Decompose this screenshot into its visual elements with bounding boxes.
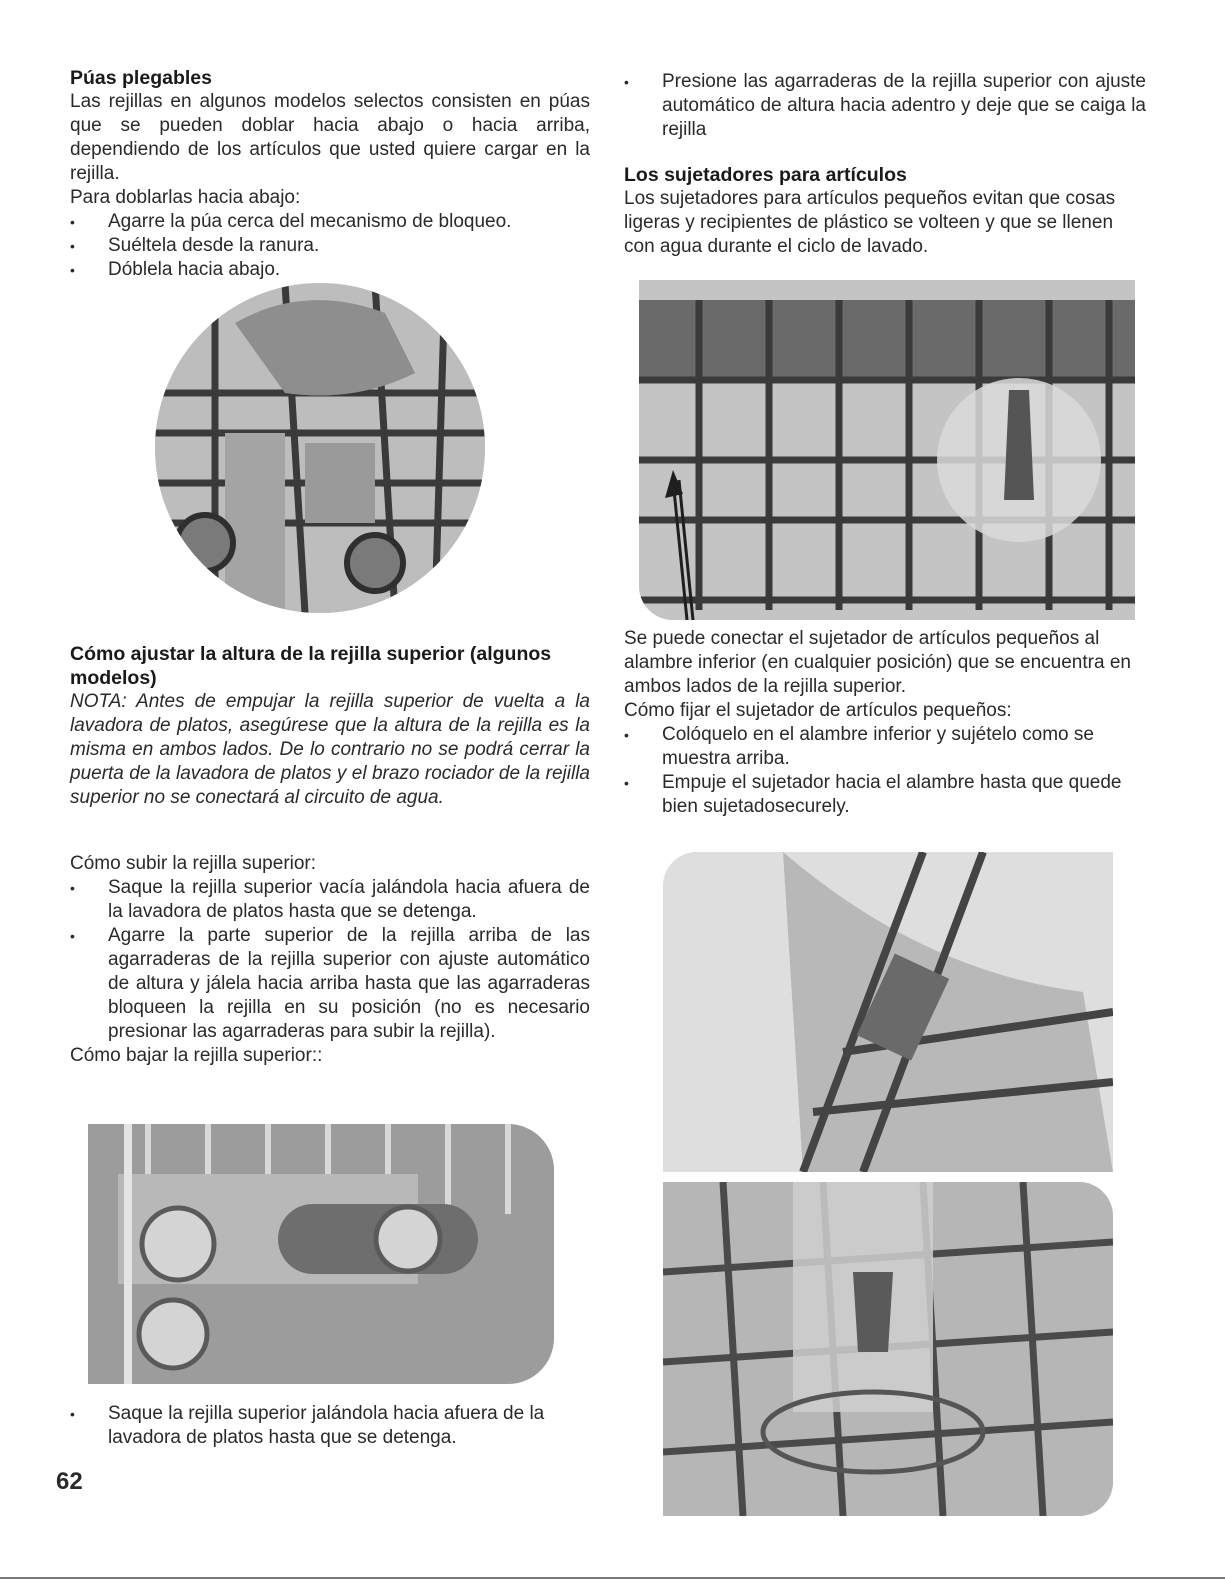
subir-section — [70, 852, 590, 1068]
upper-rack-clip-photo — [639, 280, 1135, 620]
puas-section — [70, 66, 590, 282]
bajar-lead: Cómo bajar la rejilla superior:: — [70, 1045, 323, 1066]
page-number: 62 — [56, 1468, 83, 1495]
list-item: • Agarre la púa cerca del mecanismo de bloqueo. — [70, 210, 590, 234]
ajustar-heading: Cómo ajustar la altura de la rejilla superior (algunos modelos) — [70, 643, 552, 689]
fold-tine-photo — [155, 283, 485, 613]
list-item: • Saque la rejilla superior vacía jalándola hacia afuera de la lavadora de platos hasta que se detenga. — [70, 876, 590, 924]
nota-text: NOTA: Antes de empujar la rejilla superior de vuelta a la lavadora de platos, asegúrese que la altura de la rejilla es la misma en ambos lados. De lo contrario no se podrá cerrar la puerta de la lavadora de platos y el brazo rociador de la rejilla superior no se conectará al circuito de agua. — [70, 691, 590, 808]
subir-lead: Cómo subir la rejilla superior: — [70, 853, 317, 874]
conectar-text: Se puede conectar el sujetador de artículos pequeños al alambre inferior (en cualquier posición) que se encuentra en ambos lados de la rejilla superior. — [624, 628, 1131, 697]
bajar-steps-cont — [624, 70, 1146, 142]
sujetadores-intro: Los sujetadores para artículos pequeños evitan que cosas ligeras y recipientes de plástico se volteen y que se llenen con agua durante el ciclo de lavado. — [624, 188, 1116, 257]
subir-steps — [70, 876, 590, 1044]
sujetadores-section — [624, 163, 1146, 259]
conectar-section — [624, 627, 1146, 819]
bajar-steps-block — [70, 1402, 590, 1450]
sujetadores-heading: Los sujetadores para artículos — [624, 164, 907, 186]
list-item: • Colóquelo en el alambre inferior y sujételo como se muestra arriba. — [624, 723, 1146, 771]
puas-steps — [70, 210, 590, 282]
fijar-steps — [624, 723, 1146, 819]
list-item: • Empuje el sujetador hacia el alambre hasta que quede bien sujetadosecurely. — [624, 771, 1146, 819]
bottom-rule — [0, 1577, 1225, 1579]
puas-heading: Púas plegables — [70, 67, 212, 89]
puas-lead: Para doblarlas hacia abajo: — [70, 187, 301, 208]
lower-rack-photo — [88, 1124, 554, 1384]
list-item: • Dóblela hacia abajo. — [70, 258, 590, 282]
ajustar-section — [70, 642, 590, 810]
list-item: • Suéltela desde la ranura. — [70, 234, 590, 258]
bajar-cont-block — [624, 70, 1146, 142]
attach-clip-photo — [663, 852, 1113, 1172]
clip-in-use-photo — [663, 1182, 1113, 1516]
fijar-lead: Cómo fijar el sujetador de artículos pequeños: — [624, 700, 1012, 721]
list-item: • Presione las agarraderas de la rejilla superior con ajuste automático de altura hacia adentro y deje que se caiga la rejilla — [624, 70, 1146, 142]
bajar-steps — [70, 1402, 590, 1450]
list-item: • Agarre la parte superior de la rejilla arriba de las agarraderas de la rejilla superior con ajuste automático de altura y jálela hacia arriba hasta que las agarraderas bloqueen la rejilla en su posición (no es necesario presionar las agarraderas para subir la rejilla). — [70, 924, 590, 1044]
puas-intro: Las rejillas en algunos modelos selectos consisten en púas que se pueden doblar hacia abajo o hacia arriba, dependiendo de los artículos que usted quiere cargar en la rejilla. — [70, 91, 590, 184]
list-item: • Saque la rejilla superior jalándola hacia afuera de la lavadora de platos hasta que se detenga. — [70, 1402, 590, 1450]
